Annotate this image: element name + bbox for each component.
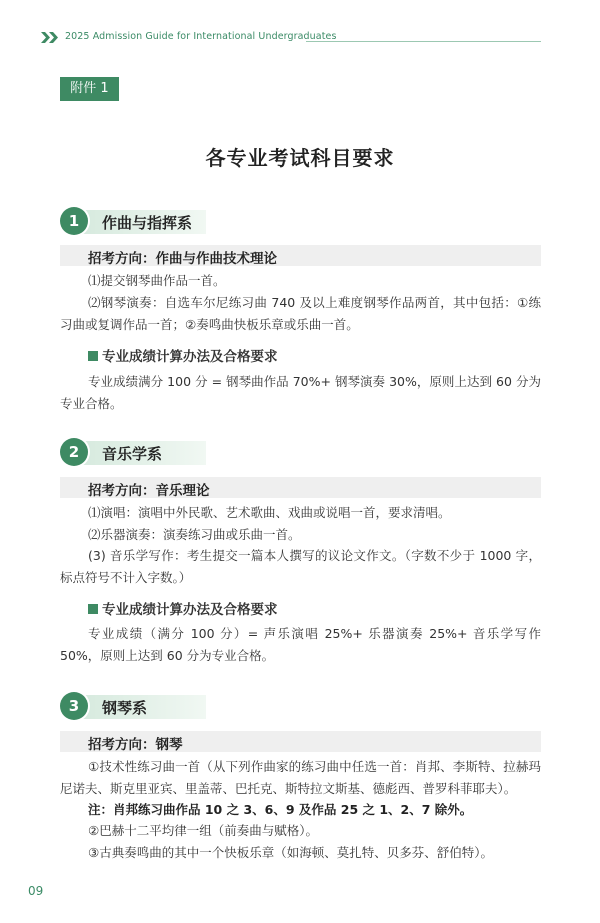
requirement-item: ⑴提交钢琴曲作品一首。	[88, 273, 226, 288]
requirement-item: ⑵乐器演奏：演奏练习曲或乐曲一首。	[88, 527, 301, 542]
requirement-item: (3) 音乐学写作：考生提交一篇本人撰写的议论文作文。（字数不少于 1000 字，标点符号不计入字数。）	[60, 548, 541, 585]
exclusion-note: 注：肖邦练习曲作品 10 之 3、6、9 及作品 25 之 1、2、7 除外。	[88, 802, 473, 817]
section-title: 钢琴系	[102, 699, 148, 717]
direction-bar	[60, 477, 541, 498]
page-title: 各专业考试科目要求	[205, 146, 395, 170]
score-heading-text: 专业成绩计算办法及合格要求	[102, 602, 278, 618]
requirement-item: ①技术性练习曲一首（从下列作曲家的练习曲中任选一首：肖邦、李斯特、拉赫玛尼诺夫、斯克里亚宾、里盖蒂、巴托克、斯特拉文斯基、德彪西、普罗科菲耶夫）。	[60, 759, 541, 796]
section-number: 2	[60, 438, 88, 466]
direction-bar	[60, 731, 541, 752]
header-title: 2025 Admission Guide for International Undergraduates	[65, 31, 337, 42]
requirement-item: ⑵钢琴演奏：自选车尔尼练习曲 740 及以上难度钢琴作品两首，其中包括：①练习曲或复调作品一首；②奏鸣曲快板乐章或乐曲一首。	[60, 295, 541, 332]
section-heading-musicology	[60, 438, 206, 468]
double-chevron-icon	[41, 32, 59, 43]
score-text: 专业成绩满分 100 分 = 钢琴曲作品 70%+ 钢琴演奏 30%，原则上达到 60 分为专业合格。	[60, 374, 541, 411]
direction-bar	[60, 245, 541, 266]
score-heading-text: 专业成绩计算办法及合格要求	[102, 349, 278, 365]
direction-text: 招考方向：钢琴	[88, 737, 183, 753]
direction-text: 招考方向：作曲与作曲技术理论	[88, 251, 277, 267]
section-number: 1	[60, 207, 88, 235]
score-heading	[88, 598, 278, 618]
score-heading	[88, 345, 278, 365]
page-number: 09	[28, 884, 44, 898]
direction-text: 招考方向：音乐理论	[88, 483, 210, 499]
requirement-item: ③古典奏鸣曲的其中一个快板乐章（如海顿、莫扎特、贝多芬、舒伯特）。	[88, 845, 493, 860]
section-title: 音乐学系	[102, 445, 163, 463]
section-title: 作曲与指挥系	[102, 214, 193, 232]
section-number: 3	[60, 692, 88, 720]
running-header	[41, 29, 541, 49]
header-divider	[306, 41, 541, 42]
score-text: 专业成绩（满分 100 分）= 声乐演唱 25%+ 乐器演奏 25%+ 音乐学写作 50%，原则上达到 60 分为专业合格。	[60, 626, 541, 663]
requirement-item: ⑴演唱：演唱中外民歌、艺术歌曲、戏曲或说唱一首，要求清唱。	[88, 505, 451, 520]
section-heading-piano	[60, 692, 206, 722]
annex-label: 附件 1	[60, 77, 119, 101]
square-bullet-icon	[88, 351, 98, 361]
square-bullet-icon	[88, 604, 98, 614]
section-heading-composition	[60, 207, 206, 237]
requirement-item: ②巴赫十二平均律一组（前奏曲与赋格）。	[88, 823, 318, 838]
